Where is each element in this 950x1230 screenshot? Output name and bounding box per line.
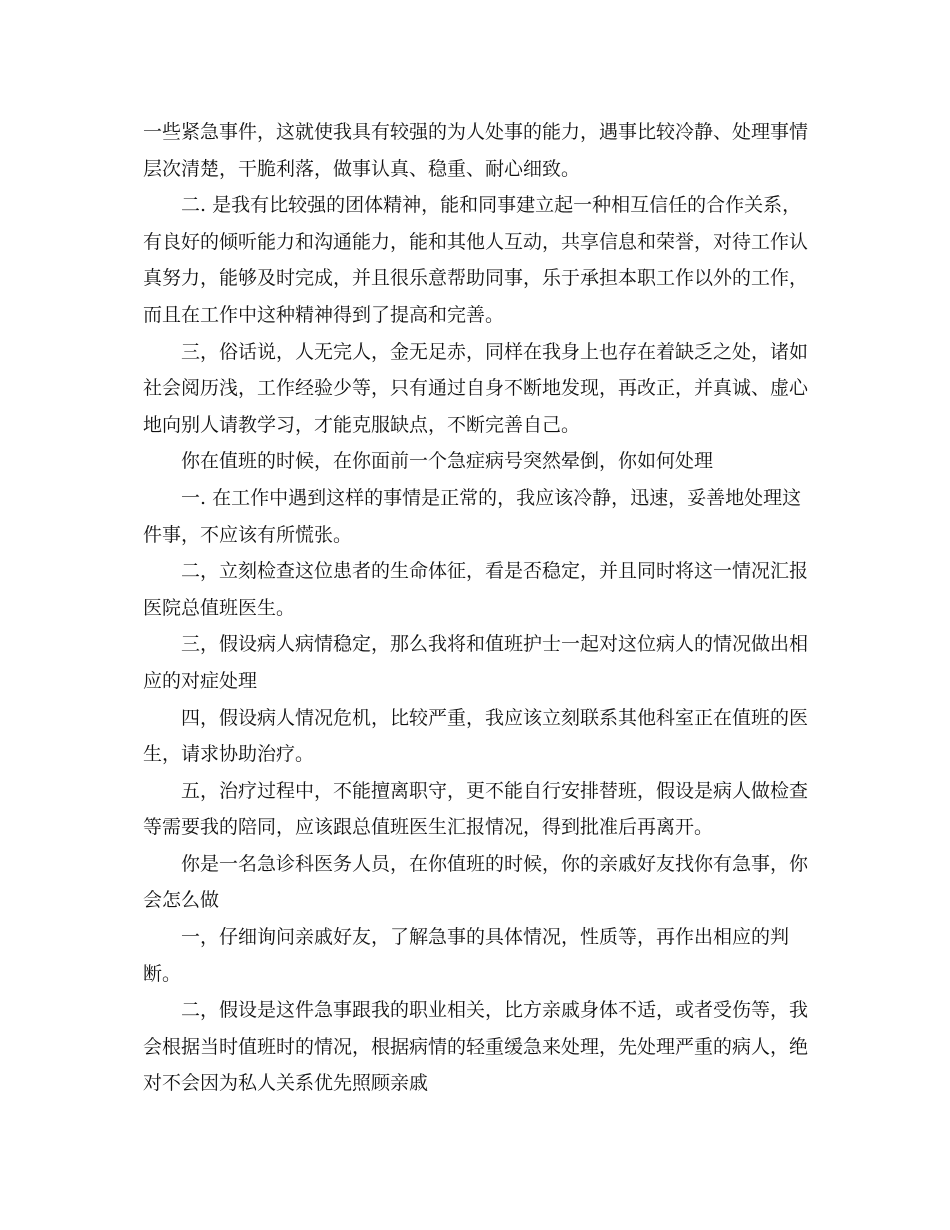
- paragraph-8: 四，假设病人情况危机，比较严重，我应该立刻联系其他科室正在值班的医生，请求协助治疗。: [143, 706, 809, 766]
- document-body: [143, 114, 808, 1102]
- paragraph-6: 二，立刻检查这位患者的生命体征，看是否稳定，并且同时将这一情况汇报医院总值班医生。: [143, 560, 809, 619]
- paragraph-12: 二，假设是这件急事跟我的职业相关，比方亲戚身体不适，或者受伤等，我会根据当时值班时的情况，根据病情的轻重缓急来处理，先处理严重的病人，绝对不会因为私人关系优先照顾亲戚: [143, 999, 809, 1095]
- paragraph-2: 二. 是我有比较强的团体精神，能和同事建立起一种相互信任的合作关系，有良好的倾听能力和沟通能力，能和其他人互动，共享信息和荣誉，对待工作认真努力，能够及时完成，并且很乐意帮助同事，乐于承担本职工作以外的工作，而且在工作中这种精神得到了提高和完善。: [143, 194, 809, 326]
- question-heading-1: 你在值班的时候，在你面前一个急症病号突然晕倒，你如何处理: [181, 450, 714, 473]
- paragraph-9: 五，治疗过程中，不能擅离职守，更不能自行安排替班，假设是病人做检查等需要我的陪同，应该跟总值班医生汇报情况，得到批准后再离开。: [143, 779, 809, 839]
- paragraph-1: 一些紧急事件，这就使我具有较强的为人处事的能力，遇事比较冷静、处理事情层次清楚，干脆利落，做事认真、稳重、耐心细致。: [143, 121, 809, 180]
- paragraph-7: 三，假设病人病情稳定，那么我将和值班护士一起对这位病人的情况做出相应的对症处理: [143, 633, 809, 692]
- paragraph-3: 三，俗话说，人无完人，金无足赤，同样在我身上也存在着缺乏之处，诸如社会阅历浅，工作经验少等，只有通过自身不断地发现，再改正，并真诚、虚心地向别人请教学习，才能克服缺点，不断完善自己。: [143, 340, 809, 436]
- paragraph-11: 一，仔细询问亲戚好友，了解急事的具体情况，性质等，再作出相应的判断。: [143, 926, 790, 985]
- paragraph-5: 一. 在工作中遇到这样的事情是正常的，我应该冷静，迅速，妥善地处理这件事，不应该有所慌张。: [143, 486, 802, 546]
- question-heading-2: 你是一名急诊科医务人员，在你值班的时候，你的亲戚好友找你有急事，你会怎么做: [143, 852, 809, 912]
